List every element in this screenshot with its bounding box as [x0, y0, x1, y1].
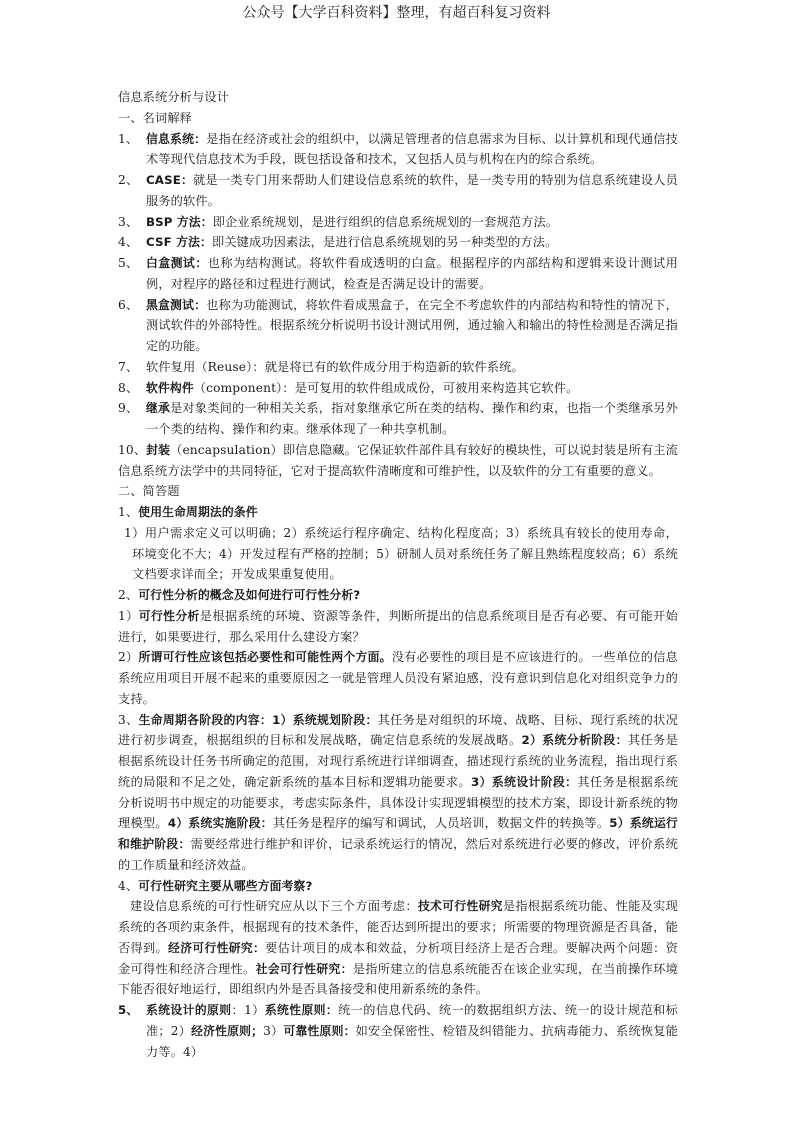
term-definition: 即企业系统规划，是进行组织的信息系统规划的一套规范方法。 [212, 214, 559, 229]
term-item-7 [118, 357, 678, 378]
item-number: 4、 [118, 235, 139, 250]
stage-1-text: 其任务是对组织的环境、战略、目标、现行系统的状况进行初步调查，根据组织的目标和发展战略，确定信息系统的发展战略。 [118, 712, 679, 748]
term-definition: 是对象类间的一种相关关系，指对象继承它所在类的结构、操作和约束，也指一个类继承另外一个类的结构、操作和约束。继承体现了一种共享机制。 [146, 401, 678, 436]
term-definition: 就是一类专门用来帮助人们建设信息系统的软件，是一类专用的特别为信息系统建设人员服务的软件。 [146, 173, 678, 208]
stage-2-text: 其任务是根据系统设计任务书所确定的范围，对现行系统进行详细调查，描述现行系统的业务流程，指出现行系统的局限和不足之处，确定新系统的基本目标和逻辑功能要求。 [118, 733, 678, 789]
point-term: 可行性分析 [138, 608, 200, 623]
economic-feasibility-text: 要估计项目的成本和效益，分析项目经济上是否合理。要解决两个问题：资金可得性和经济合理性。 [118, 940, 679, 976]
term-label: CSF 方法： [146, 235, 212, 250]
term-label: BSP 方法： [146, 214, 213, 229]
principle-3-term: 可靠性原则： [283, 1023, 356, 1038]
item-number: 1、 [118, 131, 139, 146]
term-label: 黑盒测试： [146, 297, 207, 312]
document-body [118, 87, 678, 1062]
stage-4-term: 4）系统实施阶段： [167, 816, 273, 831]
term-label: 封装 [146, 442, 171, 457]
question-number: 2、 [118, 588, 139, 602]
term-item-10 [118, 440, 678, 482]
term-item-6 [118, 295, 678, 357]
question-2-title [118, 585, 678, 606]
question-number: 3、 [118, 712, 139, 727]
item-number: 9、 [118, 401, 139, 416]
principle-1-text: 统一的信息代码、统一的数据组织方法、统一的设计规范和标准；2） [146, 1003, 678, 1038]
point-text: 没有必要性的项目是不应该进行的。一些单位的信息系统应用项目开展不起来的重要原因之一就是管理人员没有紧迫感，没有意识到信息化对组织竞争力的支持。 [118, 650, 678, 706]
question-5 [118, 1000, 678, 1062]
section-heading-short-answer: 二、简答题 [118, 484, 180, 499]
principle-2-term: 经济性原则； [191, 1023, 264, 1038]
question-2-point-1 [118, 606, 678, 648]
term-definition: （component）：是可复用的软件组成成份，可被用来构造其它软件。 [193, 380, 579, 395]
question-text: 生命周期各阶段的内容： [138, 712, 273, 727]
technical-feasibility-text: 是指根据系统功能、性能及实现系统的各项约束条件，根据现有的技术条件，能否达到所提出的要求；所需要的物理资源是否具备，能否得到。 [118, 899, 678, 955]
question-number: 1、 [118, 505, 139, 519]
point-text: 是根据系统的环境、资源等条件，判断所提出的信息系统项目是否有必要、有可能开始进行，如果要进行，那么采用什么建设方案？ [118, 608, 678, 644]
term-item-1 [118, 129, 678, 171]
term-label: CASE： [146, 173, 194, 187]
stage-5-term: 5）系统运行和维护阶段： [118, 816, 678, 851]
point-number: 1） [118, 608, 139, 623]
term-definition: 也称为结构测试。将软件看成透明的白盒。根据程序的内部结构和逻辑来设计测试用例，对程序的路径和过程进行测试，检查是否满足设计的需要。 [146, 256, 678, 291]
question-4-title [118, 876, 678, 897]
term-item-9 [118, 398, 678, 440]
question-text: 可行性分析的概念及如何进行可行性分析? [138, 588, 361, 602]
question-number: 4、 [118, 878, 139, 893]
separator: ：1） [231, 1003, 265, 1017]
social-feasibility-term: 社会可行性研究： [255, 961, 353, 976]
item-number: 8、 [118, 380, 139, 395]
question-text: 使用生命周期法的条件 [138, 505, 258, 519]
question-1-title [118, 502, 678, 523]
item-number: 5、 [118, 256, 139, 270]
question-2-point-2 [118, 647, 678, 709]
question-text: 系统设计的原则 [146, 1003, 232, 1017]
answer-intro: 建设信息系统的可行性研究应从以下三个方面考虑： [130, 899, 418, 914]
stage-2-term: 2）系统分析阶段： [521, 733, 628, 748]
separator: 3） [263, 1023, 284, 1038]
document-title: 信息系统分析与设计 [118, 90, 230, 104]
point-number: 2） [118, 650, 139, 665]
term-label: 继承 [146, 401, 171, 416]
item-number: 7、 [118, 359, 139, 374]
section-heading-terms: 一、名词解释 [118, 110, 193, 125]
term-item-5 [118, 253, 678, 295]
stage-3-text: 其任务是根据系统分析说明书中规定的功能要求，考虑实际条件，具体设计实现逻辑模型的技术方案，即设计新系统的物理模型。 [118, 774, 679, 831]
item-number: 10、 [118, 442, 147, 457]
stage-4-text: 其任务是程序的编写和调试，人员培训，数据文件的转换等。 [272, 816, 610, 831]
principle-3-text: 如安全保密性、检错及纠错能力、抗病毒能力、系统恢复能力等。4） [146, 1023, 678, 1059]
question-3 [118, 710, 678, 876]
economic-feasibility-term: 经济可行性研究： [168, 940, 266, 955]
term-definition: 也称为功能测试，将软件看成黑盒子，在完全不考虑软件的内部结构和特性的情况下，测试软件的外部特性。根据系统分析说明书设计测试用例，通过输入和输出的特性检测是否满足指定的功能。 [146, 297, 678, 353]
question-1-answer: 1）用户需求定义可以明确；2）系统运行程序确定、结构化程度高；3）系统具有较长的使用寿命，环境变化不大；4）开发过程有严格的控制；5）研制人员对系统任务了解且熟练程度较高；6）系统文档要求详而全；开发成果重复使用。 [124, 525, 678, 582]
stage-3-term: 3）系统设计阶段： [471, 774, 578, 789]
term-label: 软件构件 [146, 380, 194, 395]
term-label: 白盒测试： [146, 256, 208, 270]
term-definition: 软件复用（Reuse）：就是将已有的软件成分用于构造新的软件系统。 [146, 359, 524, 374]
item-number: 3、 [118, 214, 139, 229]
question-number: 5、 [118, 1003, 139, 1017]
page-header-watermark: 公众号【大学百科资料】整理，有超百科复习资料 [242, 5, 551, 21]
term-item-2 [118, 170, 678, 212]
term-item-8 [118, 378, 678, 399]
term-item-3 [118, 212, 678, 233]
stage-1-term: 1）系统规划阶段： [272, 712, 378, 727]
item-number: 6、 [118, 297, 139, 312]
point-term: 所谓可行性应该包括必要性和可能性两个方面。 [138, 650, 392, 665]
term-definition: 是指在经济或社会的组织中，以满足管理者的信息需求为目标、以计算机和现代通信技术等现代信息技术为手段，既包括设备和技术，又包括人员与机构在内的综合系统。 [146, 131, 678, 167]
term-definition: 即关键成功因素法，是进行信息系统规划的另一种类型的方法。 [211, 235, 558, 250]
social-feasibility-text: 是指所建立的信息系统能否在该企业实现，在当前操作环境下能否很好地运行，即组织内外是否具备接受和使用新系统的条件。 [118, 961, 679, 997]
principle-1-term: 系统性原则： [264, 1003, 339, 1017]
technical-feasibility-term: 技术可行性研究 [417, 899, 503, 914]
term-definition: （encapsulation）即信息隐藏。它保证软件部件具有较好的模块性，可以说封装是所有主流信息系统方法学中的共同特征，它对于提高软件清晰度和可维护性，以及软件的分工有重要的意义。 [118, 442, 678, 478]
item-number: 2、 [118, 173, 139, 187]
term-label: 信息系统： [146, 131, 207, 146]
question-text: 可行性研究主要从哪些方面考察? [138, 878, 313, 893]
question-4-answer [118, 896, 678, 1000]
stage-5-text: 需要经常进行维护和评价，记录系统运行的情况，然后对系统进行必要的修改，评价系统的工作质量和经济效益。 [118, 837, 678, 872]
term-item-4 [118, 232, 678, 253]
